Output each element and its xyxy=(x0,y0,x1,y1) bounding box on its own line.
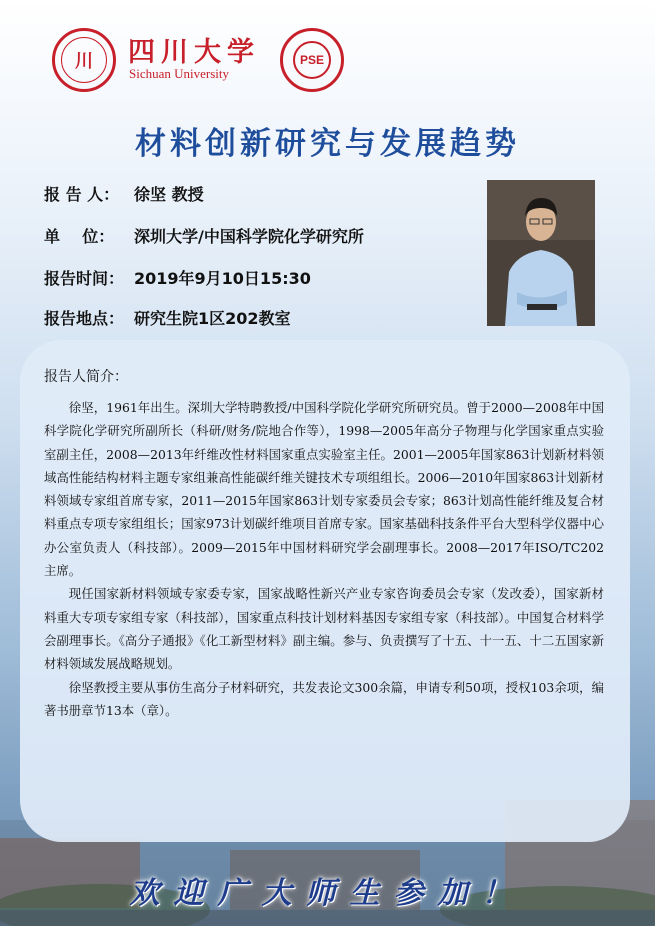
pse-logo-text: PSE xyxy=(293,41,331,79)
university-name-en: Sichuan University xyxy=(129,66,230,81)
seal-emblem: 川 xyxy=(61,37,107,83)
pse-logo-icon xyxy=(280,28,344,92)
speaker-row xyxy=(44,182,204,205)
place-label: 报告地点： xyxy=(44,309,125,328)
speaker-label: 报 告 人： xyxy=(44,185,120,204)
lecture-title: 材料创新研究与发展趋势 xyxy=(135,126,520,162)
sichuan-university-seal-icon xyxy=(52,28,116,92)
bio-paragraph: 徐坚，1961年出生。深圳大学特聘教授/中国科学院化学研究所研究员。曾于2000—2008年中国科学院化学研究所副所长（科研/财务/院地合作等），1998—2005年高分子物理与化学国家重点实验室副主任，2008—2013年纤维改性材料国家重点实验室主任。2001—2005年国家863计划新材料领域高性能结构材料主题专家组兼高性能碳纤维关键技术专项组组长。2006—2010年国家863计划新材料领域专家组首席专家，2011—2015年国家863计划专家委员会专家；863计划高性能纤维及复合材料重点专项专家组组长；国家973计划碳纤维项目首席专家。国家基础科技条件平台大型科学仪器中心办公室负责人（科技部）。2009—2015年中国材料研究学会副理事长。2008—2017年ISO/TC202主席。 xyxy=(44,400,604,579)
unit-value: 深圳大学/中国科学院化学研究所 xyxy=(134,227,364,246)
bio-heading: 报告人简介： xyxy=(44,369,128,385)
welcome-banner: 欢迎广大师生参加！ xyxy=(129,876,526,911)
university-name-cn: 四川大学 xyxy=(128,37,260,68)
bio-paragraph: 现任国家新材料领域专家委专家，国家战略性新兴产业专家咨询委员会专家（发改委），国家新材料重大专项专家组专家（科技部），国家重点科技计划材料基因专家组专家（科技部）。中国复合材料学会副理事长。《高分子通报》《化工新型材料》副主编。参与、负责撰写了十五、十一五、十二五国家新材料领域发展战略规划。 xyxy=(44,586,604,672)
speaker-portrait xyxy=(487,180,595,326)
place-row xyxy=(44,306,291,329)
place-value: 研究生院1区202教室 xyxy=(134,309,291,328)
speaker-value: 徐坚 教授 xyxy=(134,185,204,204)
time-label: 报告时间： xyxy=(44,269,125,288)
time-row xyxy=(44,266,311,289)
unit-row xyxy=(44,224,364,247)
time-value: 2019年9月10日15:30 xyxy=(134,269,311,288)
bio-text xyxy=(44,396,604,722)
unit-label: 单 位： xyxy=(44,227,115,246)
bio-paragraph: 徐坚教授主要从事仿生高分子材料研究，共发表论文300余篇，申请专利50项，授权103余项，编著书册章节13本（章）。 xyxy=(44,679,604,718)
